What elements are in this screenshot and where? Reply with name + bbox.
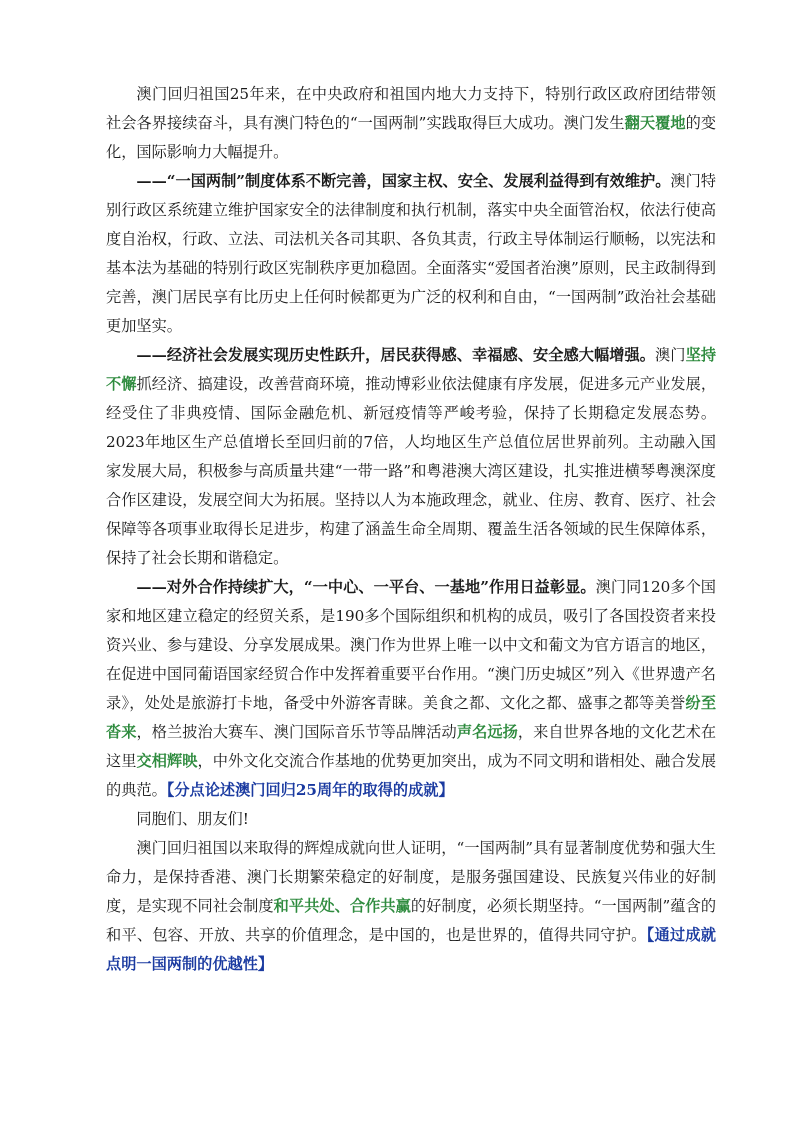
paragraph-2: [106, 167, 716, 341]
text-run: 澳门: [655, 346, 686, 364]
highlight-phrase: 纷至沓来: [106, 694, 717, 741]
text-run: ，格兰披治大赛车、澳门国际音乐节等品牌活动: [136, 723, 457, 741]
annotation-note: 【分点论述澳门回归25周年的取得的成就】: [166, 781, 454, 799]
highlight-phrase: 声名远扬: [456, 723, 518, 741]
highlight-phrase: 交相辉映: [136, 752, 198, 770]
highlight-phrase: 和平共处、合作共赢: [273, 897, 411, 915]
text-run: 的变化，国际影响力大幅提升。: [106, 114, 717, 161]
paragraph-1: [106, 80, 716, 167]
section-heading: ——经济社会发展实现历史性跃升，居民获得感、幸福感、安全感大幅增强。: [136, 346, 656, 364]
paragraph-5: [106, 805, 716, 834]
text-run: ，中外文化交流合作基地的优势更加突出，成为不同文明和谐相处、融合发展的典范。: [106, 752, 717, 799]
section-heading: ——“一国两制”制度体系不断完善，国家主权、安全、发展利益得到有效维护。: [136, 172, 671, 190]
highlight-phrase: 坚持不懈: [106, 346, 717, 393]
text-run: 澳门同120多个国家和地区建立稳定的经贸关系，是190多个国际组织和机构的成员，吸引了各国投资者来投资兴业、参与建设、分享发展成果。澳门作为世界上唯一以中文和葡文为官方语言的地区，在促进中国同葡语国家经贸合作中发挥着重要平台作用。“澳门历史城区”列入《世界遗产名录》，处处是旅游打卡地，备受中外游客青睐。美食之都、文化之都、盛事之都等美誉: [106, 578, 716, 712]
section-heading: ——对外合作持续扩大，“一中心、一平台、一基地”作用日益彰显。: [136, 578, 596, 596]
text-run: 同胞们、朋友们!: [136, 810, 249, 828]
paragraph-4: [106, 573, 716, 805]
paragraph-3: [106, 341, 716, 573]
highlight-phrase: 翻天覆地: [624, 114, 686, 132]
text-run: ，来自世界各地的文化艺术在这里: [106, 723, 717, 770]
text-run: 澳门特别行政区系统建立维护国家安全的法律制度和执行机制，落实中央全面管治权，依法行使高度自治权，行政、立法、司法机关各司其职、各负其责，行政主导体制运行顺畅，以宪法和基本法为基础的特别行政区宪制秩序更加稳固。全面落实“爱国者治澳”原则，民主政制得到完善，澳门居民享有比历史上任何时候都更为广泛的权利和自由，“一国两制”政治社会基础更加坚实。: [106, 172, 716, 335]
paragraph-6: [106, 834, 716, 979]
document-page: [106, 80, 716, 979]
text-run: 抓经济、搞建设，改善营商环境，推动博彩业依法健康有序发展，促进多元产业发展，经受住了非典疫情、国际金融危机、新冠疫情等严峻考验，保持了长期稳定发展态势。2023年地区生产总值增长至回归前的7倍，人均地区生产总值位居世界前列。主动融入国家发展大局，积极参与高质量共建“一带一路”和粤港澳大湾区建设，扎实推进横琴粤澳深度合作区建设，发展空间大为拓展。坚持以人为本施政理念，就业、住房、教育、医疗、社会保障等各项事业取得长足进步，构建了涵盖生命全周期、覆盖生活各领域的民生保障体系，保持了社会长期和谐稳定。: [106, 375, 717, 567]
text-run: 澳门回归祖国25年来，在中央政府和祖国内地大力支持下，特别行政区政府团结带领社会各界接续奋斗，具有澳门特色的“一国两制”实践取得巨大成功。澳门发生: [106, 85, 716, 132]
text-run: 澳门回归祖国以来取得的辉煌成就向世人证明，“一国两制”具有显著制度优势和强大生命力，是保持香港、澳门长期繁荣稳定的好制度，是服务强国建设、民族复兴伟业的好制度，是实现不同社会制度: [106, 839, 716, 915]
annotation-note: 【通过成就点明一国两制的优越性】: [106, 926, 716, 973]
text-run: 的好制度，必须长期坚持。“一国两制”蕴含的和平、包容、开放、共享的价值理念，是中国的，也是世界的，值得共同守护。: [106, 897, 717, 944]
